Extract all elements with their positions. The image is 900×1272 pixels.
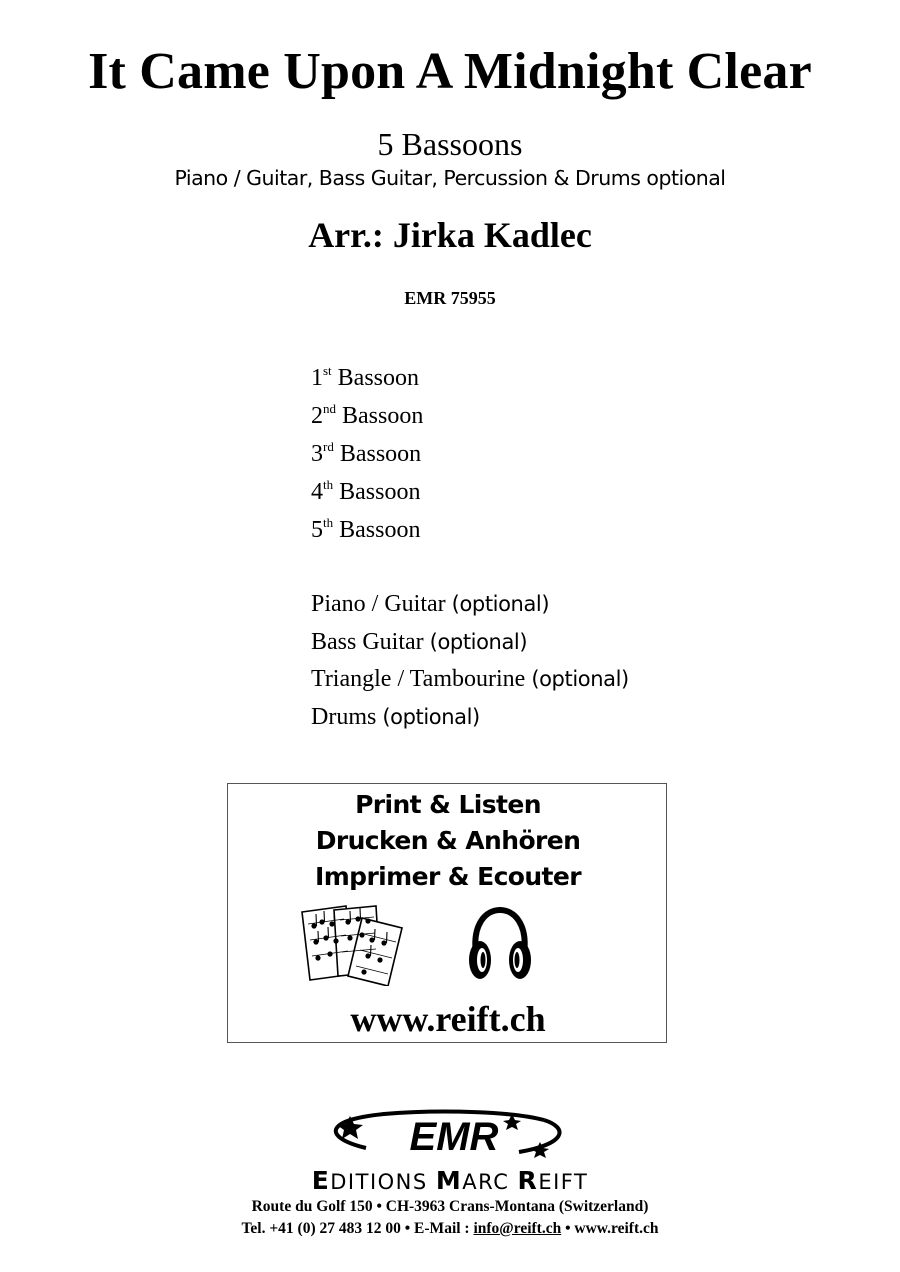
promo-url[interactable]: www.reift.ch xyxy=(350,999,546,1039)
catalog-number: EMR 75955 xyxy=(404,288,496,308)
svg-text:EMR: EMR xyxy=(409,1115,499,1159)
publisher-contact: Tel. +41 (0) 27 483 12 00 • E-Mail : info@reift.ch • www.reift.ch xyxy=(241,1220,659,1237)
optional-part-item: Triangle / Tambourine (optional) xyxy=(311,666,629,692)
emr-logo xyxy=(304,1108,604,1166)
arranger-credit: Arr.: Jirka Kadlec xyxy=(308,215,592,255)
publisher-name: EDITIONS MARC REIFT xyxy=(311,1166,589,1195)
promo-line-en: Print & Listen xyxy=(355,790,541,819)
optional-part-item: Piano / Guitar (optional) xyxy=(311,591,550,617)
promo-line-fr: Imprimer & Ecouter xyxy=(315,862,581,891)
instrumentation-line: Piano / Guitar, Bass Guitar, Percussion & Drums optional xyxy=(174,166,726,190)
part-item: 2nd Bassoon xyxy=(311,401,424,429)
print-listen-box xyxy=(227,783,667,1043)
part-item: 4th Bassoon xyxy=(311,477,421,505)
optional-part-item: Bass Guitar (optional) xyxy=(311,628,528,655)
parts-list xyxy=(311,360,423,550)
headphones-icon xyxy=(464,904,536,984)
part-item: 5th Bassoon xyxy=(311,515,421,543)
score-title: It Came Upon A Midnight Clear xyxy=(88,43,812,100)
part-item: 1st Bassoon xyxy=(311,363,420,391)
optional-parts-list xyxy=(311,586,629,736)
promo-line-de: Drucken & Anhören xyxy=(315,826,581,855)
ensemble-subtitle: 5 Bassoons xyxy=(377,126,523,162)
publisher-address: Route du Golf 150 • CH-3963 Crans-Montana (Switzerland) xyxy=(251,1198,649,1215)
sheet-music-icon xyxy=(298,902,410,986)
email-link[interactable]: info@reift.ch xyxy=(473,1220,562,1237)
part-item: 3rd Bassoon xyxy=(311,439,422,467)
optional-part-item: Drums (optional) xyxy=(311,703,480,730)
